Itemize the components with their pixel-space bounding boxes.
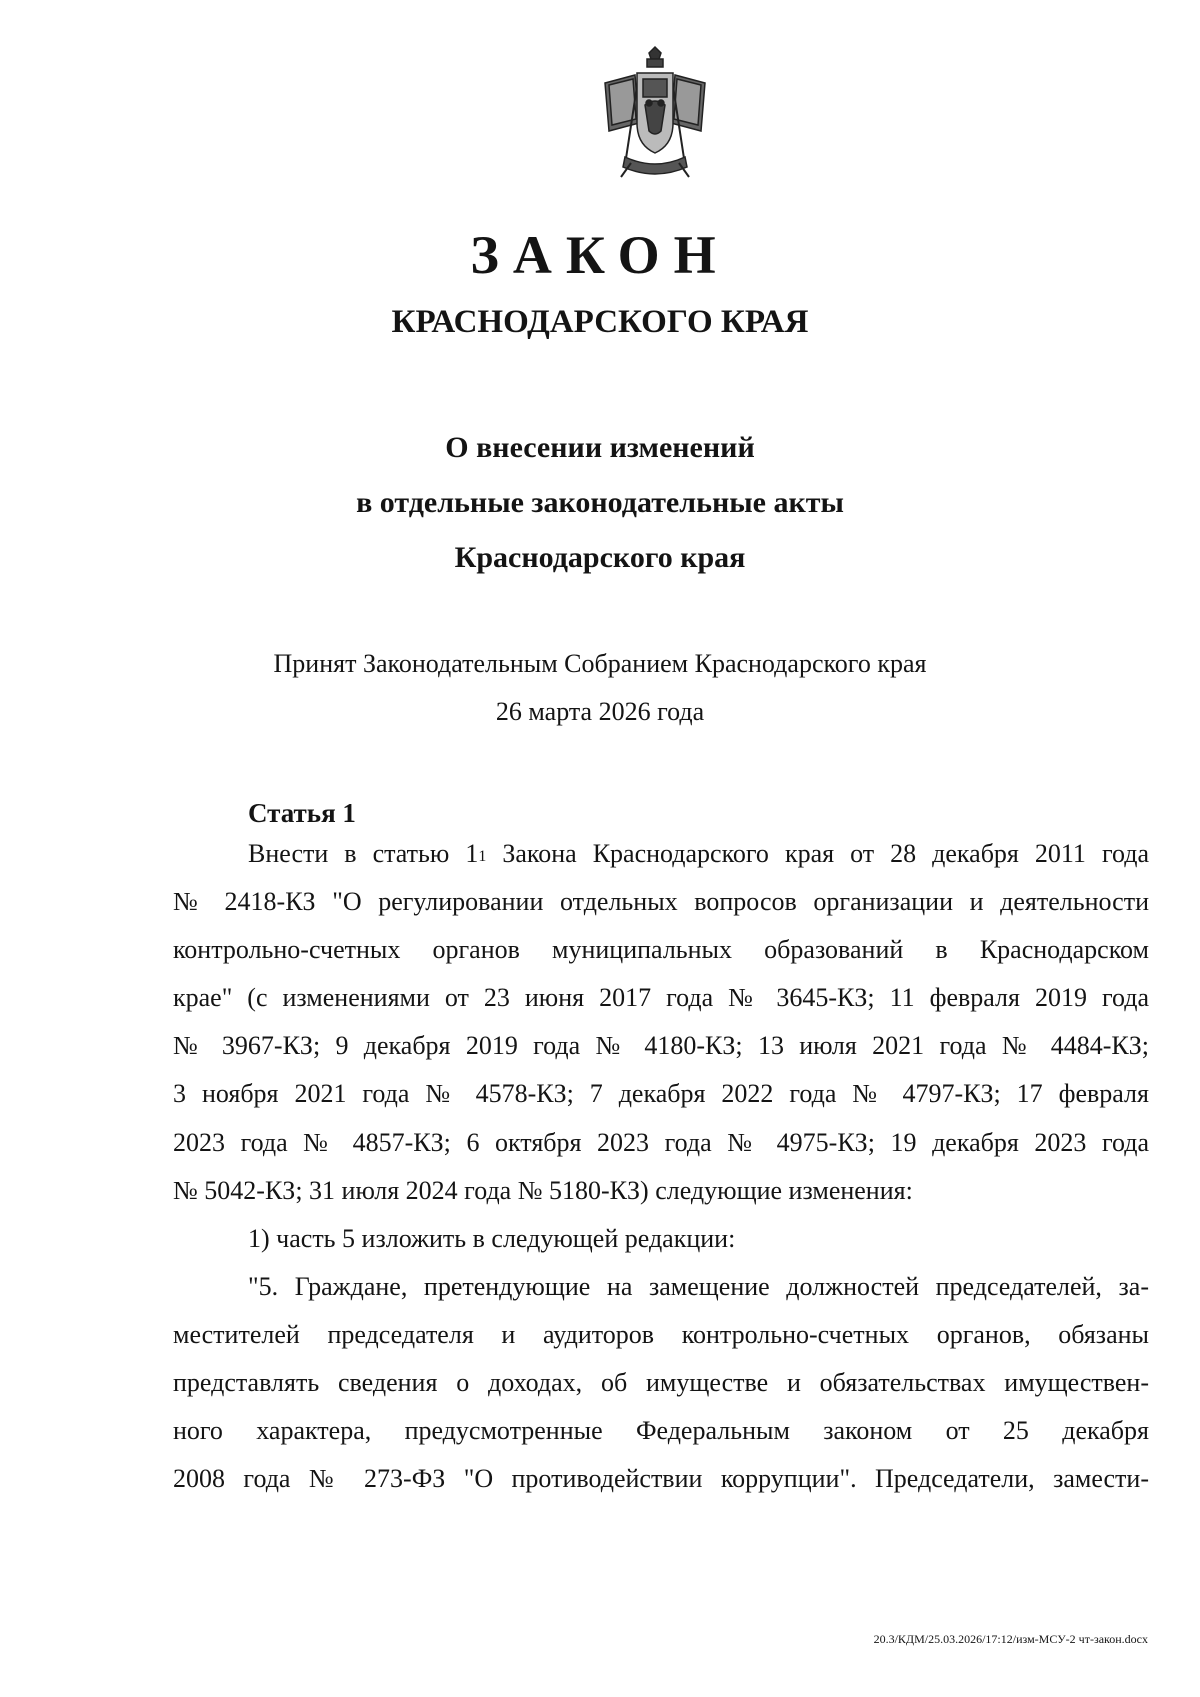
paragraph-rest: Закона Краснодарского края от 28 декабря 2011 года — [486, 839, 1149, 868]
paragraph-start: Внести в статью 1 — [248, 839, 479, 868]
document-file-code: 20.3/КДМ/25.03.2026/17:12/изм-МСУ-2 чт-закон.docx — [873, 1632, 1148, 1646]
item-line: 1) часть 5 изложить в следующей редакции: — [248, 1223, 736, 1253]
paragraph-line — [173, 830, 1149, 878]
quote-line: ного характера, предусмотренные Федеральным законом от 25 декабря — [173, 1416, 1149, 1446]
quote-line: представлять сведения о доходах, об имуществе и обязательствах имуществен- — [173, 1368, 1149, 1398]
adopted-date: 26 марта 2026 года — [495, 697, 705, 726]
subject-line: Краснодарского края — [454, 541, 746, 574]
paragraph-line: 2023 года № 4857-КЗ; 6 октября 2023 года № 4975-КЗ; 19 декабря 2023 года — [173, 1127, 1149, 1157]
adoption-info — [0, 640, 1200, 736]
paragraph-line: крае" (с изменениями от 23 июня 2017 года № 3645-КЗ; 11 февраля 2019 года — [173, 983, 1149, 1013]
law-subject — [0, 420, 1200, 585]
quote-line: местителей председателя и аудиторов контрольно-счетных органов, обязаны — [173, 1319, 1149, 1349]
subject-line: в отдельные законодательные акты — [356, 486, 844, 519]
paragraph-line: № 5042-КЗ; 31 июля 2024 года № 5180-КЗ) следующие изменения: — [173, 1175, 913, 1205]
law-region: КРАСНОДАРСКОГО КРАЯ — [391, 304, 809, 340]
adopted-line: Принят Законодательным Собранием Краснодарского края — [273, 649, 927, 678]
quote-line: "5. Граждане, претендующие на замещение должностей председателей, за- — [248, 1271, 1149, 1301]
paragraph-line: № 3967-КЗ; 9 декабря 2019 года № 4180-КЗ; 13 июля 2021 года № 4484-КЗ; — [173, 1031, 1149, 1061]
subject-line: О внесении изменений — [445, 431, 755, 464]
footnote-superscript: 1 — [478, 848, 487, 865]
paragraph-line: № 2418-КЗ "О регулировании отдельных вопросов организации и деятельности — [173, 887, 1149, 917]
paragraph-line: контрольно-счетных органов муниципальных образований в Краснодарском — [173, 935, 1149, 965]
article-heading: Статья 1 — [248, 798, 356, 828]
article-body — [173, 830, 1149, 1503]
krasnodar-coat-of-arms-icon — [595, 45, 715, 185]
law-title: ЗАКОН — [470, 225, 730, 285]
quote-line: 2008 года № 273-ФЗ "О противодействии коррупции". Председатели, замести- — [173, 1464, 1149, 1494]
paragraph-line: 3 ноября 2021 года № 4578-КЗ; 7 декабря 2022 года № 4797-КЗ; 17 февраля — [173, 1079, 1149, 1109]
